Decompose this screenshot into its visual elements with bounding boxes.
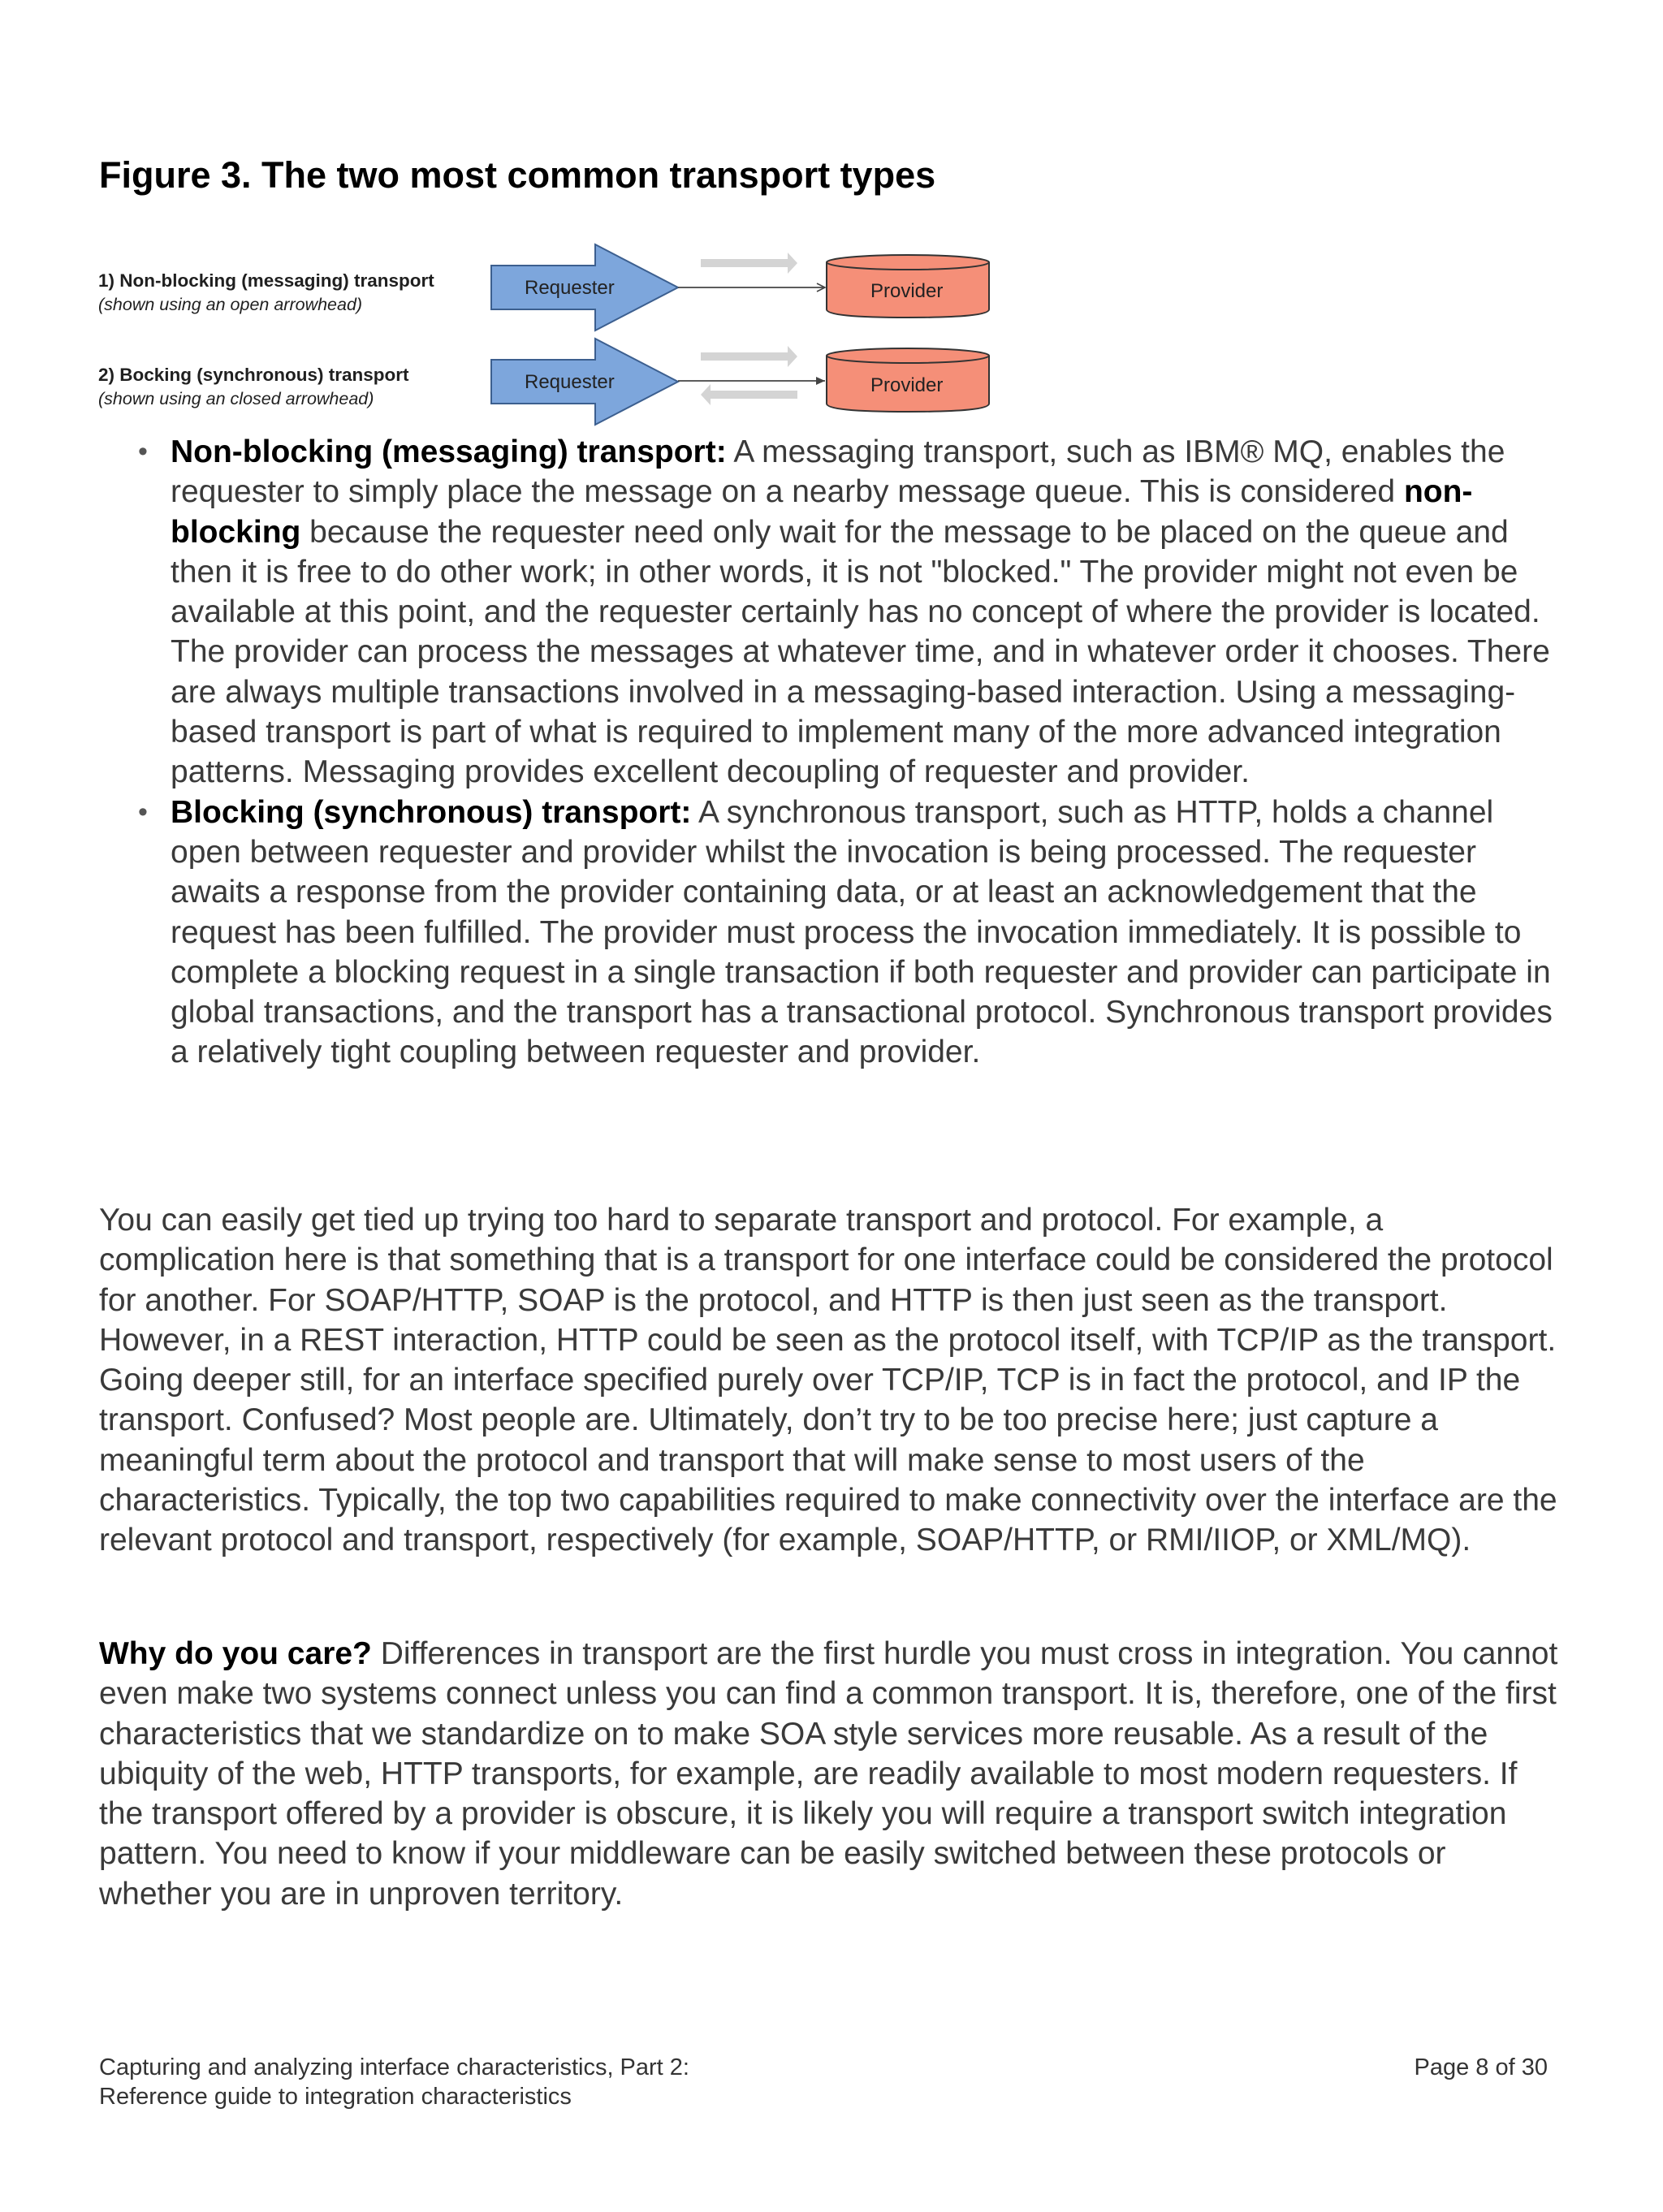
row2-response-hint-arrow — [701, 384, 797, 405]
transport-protocol-paragraph: You can easily get tied up trying too hard to separate transport and protocol. For example, a complication here is that something that is a transport for one interface could be considered the protocol for another. For SOAP/HTTP, SOAP is the protocol, and HTTP is then just seen as the transport. However, in a REST interaction, HTTP could be seen as the protocol itself, with TCP/IP as the transport. Going deeper still, for an interface specified purely over TCP/IP, TCP is in fact the protocol, and IP the transport. Confused? Most people are. Ultimately, don’t try to be too precise here; just capture a meaningful term about the protocol and transport that will make sense to most users of the characteristics. Typically, the top two capabilities required to make connectivity over the interface are the relevant protocol and transport, respectively (for example, SOAP/HTTP, or RMI/IIOP, or XML/MQ). — [99, 1203, 1557, 1558]
row2-requester-label: Requester — [525, 371, 615, 393]
row2-provider-label: Provider — [870, 374, 944, 396]
row1-provider-label: Provider — [870, 280, 944, 302]
row1-flow-hint-arrow — [701, 253, 797, 274]
non-blocking-emphasis: non-blocking — [171, 474, 1473, 550]
list-item-blocking — [138, 793, 1567, 1073]
transport-types-diagram — [96, 240, 997, 430]
row2-label: 2) Bocking (synchronous) transport — [98, 365, 409, 385]
footer-title-line-2: Reference guide to integration characteristics — [99, 2084, 572, 2110]
page-number: Page 8 of 30 — [1414, 2054, 1548, 2080]
transport-types-list — [138, 432, 1567, 1073]
row2-request-hint-arrow — [701, 346, 797, 367]
non-blocking-term: Non-blocking (messaging) transport: — [171, 434, 727, 469]
list-item-non-blocking — [138, 432, 1567, 793]
footer-document-title — [99, 2053, 689, 2111]
row1-label: 1) Non-blocking (messaging) transport — [98, 270, 434, 291]
why-care-paragraph — [99, 1634, 1561, 1914]
diagram-svg — [96, 240, 997, 430]
footer-title-line-1: Capturing and analyzing interface characteristics, Part 2: — [99, 2054, 689, 2080]
row2-note: (shown using an closed arrowhead) — [98, 389, 374, 408]
blocking-text: A synchronous transport, such as HTTP, holds a channel open between requester and provider whilst the invocation is being processed. The requester awaits a response from the provider containing data, or at least an acknowledgement that the request has been fulfilled. The provider must process the invocation immediately. It is possible to complete a blocking request in a single transaction if both requester and provider can participate in global transactions, and the transport has a transactional protocol. Synchronous transport provides a relatively tight coupling between requester and provider. — [171, 794, 1553, 1070]
why-care-text: Differences in transport are the first hurdle you must cross in integration. You cannot even make two systems connect unless you can find a common transport. It is, therefore, one of the first characteristics that we standardize on to make SOA style services more reusable. As a result of the ubiquity of the web, HTTP transports, for example, are readily available to most modern requesters. If the transport offered by a provider is obscure, it is likely you will require a transport switch integration pattern. You need to know if your middleware can be easily switched between these protocols or whether you are in unproven territory. — [99, 1636, 1558, 1912]
non-blocking-text-1: A messaging transport, such as IBM® MQ, enables the requester to simply place the message on a nearby message queue. This is considered — [171, 434, 1505, 510]
row1-requester-label: Requester — [525, 277, 615, 299]
row1-note: (shown using an open arrowhead) — [98, 295, 363, 314]
blocking-term: Blocking (synchronous) transport: — [171, 794, 692, 830]
non-blocking-text-2: because the requester need only wait for the message to be placed on the queue and then it is free to do other work; in other words, it is not "blocked." The provider might not even be available at this point, and the requester certainly has no concept of where the provider is located. The provider can process the messages at whatever time, and in whatever order it chooses. There are always multiple transactions involved in a messaging-based interaction. Using a messaging-based transport is part of what is required to implement many of the more advanced integration patterns. Messaging provides excellent decoupling of requester and provider. — [171, 514, 1550, 790]
figure-title: Figure 3. The two most common transport types — [99, 154, 936, 196]
why-care-lead: Why do you care? — [99, 1636, 372, 1671]
